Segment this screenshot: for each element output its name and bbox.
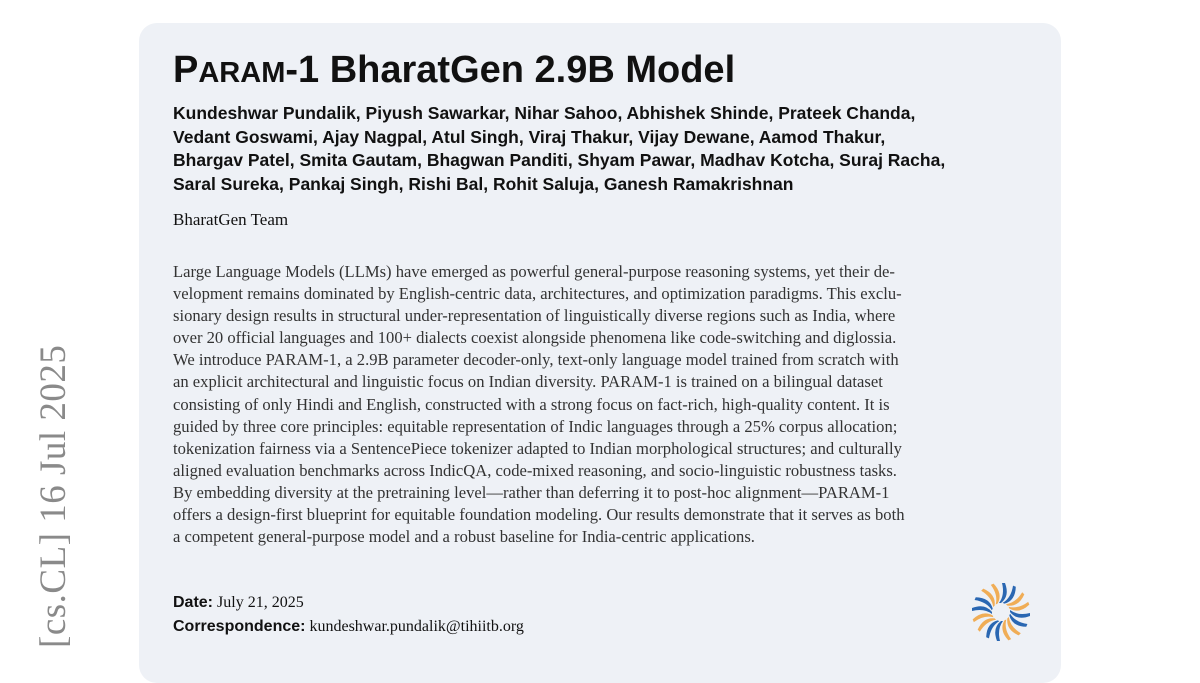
abstract-line: velopment remains dominated by English-centric data, architectures, and optimization paradigms. This exclu- <box>173 284 902 304</box>
bharatgen-logo-icon <box>970 581 1032 643</box>
logo-swirl-blade <box>1010 610 1030 618</box>
abstract-line: Large Language Models (LLMs) have emerged as powerful general-purpose reasoning systems, yet their de- <box>173 262 895 281</box>
correspondence-row <box>173 618 773 636</box>
abstract-line: offers a design-first blueprint for equitable foundation modeling. Our results demonstrate that it serves as both <box>173 505 905 525</box>
abstract-line: aligned evaluation benchmarks across IndicQA, code-mixed reasoning, and socio-linguistic robustness tasks. <box>173 460 897 480</box>
author-line: Kundeshwar Pundalik, Piyush Sawarkar, Nihar Sahoo, Abhishek Shinde, Prateek Chanda, <box>173 103 916 123</box>
date-value: July 21, 2025 <box>217 594 304 611</box>
title-rest: -1 BharatGen 2.9B Model <box>285 49 736 91</box>
abstract-line: consisting of only Hindi and English, constructed with a strong focus on fact-rich, high-quality content. It is <box>173 394 890 414</box>
logo-swirl-blade <box>999 583 1007 603</box>
correspondence-label: Correspondence: <box>173 618 306 635</box>
arxiv-side-stamp: [cs.CL] 16 Jul 2025 <box>33 344 74 648</box>
paper-header-card <box>139 23 1061 683</box>
title-param-rest: ARAM <box>198 57 286 89</box>
date-row <box>173 594 773 612</box>
author-line: Bhargav Patel, Smita Gautam, Bhagwan Panditi, Shyam Pawar, Madhav Kotcha, Suraj Racha, <box>173 150 946 171</box>
abstract-line: guided by three core principles: equitable representation of Indic languages through a 25% corpus allocation; <box>173 416 898 436</box>
abstract-line: We introduce PARAM-1, a 2.9B parameter decoder-only, text-only language model trained from scratch with <box>173 350 899 370</box>
author-list <box>173 102 1043 196</box>
correspondence-email[interactable]: kundeshwar.pundalik@tihiitb.org <box>309 618 524 635</box>
author-line: Saral Sureka, Pankaj Singh, Rishi Bal, Rohit Saluja, Ganesh Ramakrishnan <box>173 173 794 194</box>
paper-title <box>173 49 735 92</box>
author-line: Vedant Goswami, Ajay Nagpal, Atul Singh, Viraj Thakur, Vijay Dewane, Aamod Thakur, <box>173 126 886 147</box>
abstract <box>173 261 1033 548</box>
abstract-line: a competent general-purpose model and a robust baseline for India-centric applications. <box>173 527 755 547</box>
logo-swirl-blade <box>972 606 992 614</box>
title-param-first: P <box>173 49 199 91</box>
abstract-line: an explicit architectural and linguistic focus on Indian diversity. PARAM-1 is trained on a bilingual dataset <box>173 372 883 392</box>
logo-swirl-blade <box>995 621 1003 641</box>
date-label: Date: <box>173 594 214 611</box>
abstract-line: By embedding diversity at the pretraining level—rather than deferring it to post-hoc alignment—PARAM-1 <box>173 482 890 502</box>
abstract-line: tokenization fairness via a SentencePiece tokenizer adapted to Indian morphological structures; and culturally <box>173 438 902 458</box>
team-affiliation: BharatGen Team <box>173 210 289 229</box>
abstract-line: over 20 official languages and 100+ dialects coexist alongside phenomena like code-switching and diglossia. <box>173 328 897 348</box>
logo-center <box>994 605 1008 619</box>
abstract-line: sionary design results in structural under-representation of linguistically diverse regions such as India, where <box>173 306 896 326</box>
